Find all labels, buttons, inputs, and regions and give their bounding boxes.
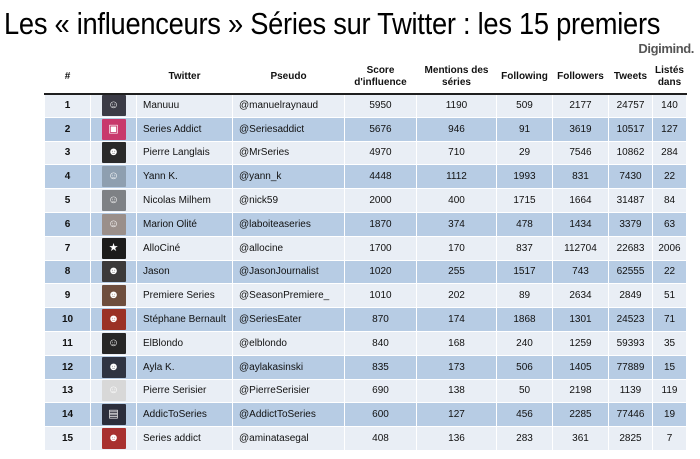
followers-cell: 1434 xyxy=(553,212,609,236)
following-cell: 1517 xyxy=(497,260,553,284)
avatar-cell xyxy=(91,260,137,284)
pseudo-cell: @PierreSerisier xyxy=(233,379,345,403)
twitter-name-cell: Pierre Serisier xyxy=(137,379,233,403)
col-header-tweets: Tweets xyxy=(609,61,653,94)
listed-cell: 71 xyxy=(653,308,687,332)
followers-cell: 2177 xyxy=(553,94,609,118)
table-row xyxy=(45,355,687,379)
avatar xyxy=(102,142,126,163)
score-cell: 5950 xyxy=(345,94,417,118)
col-header-mentions-line2: séries xyxy=(442,76,471,88)
rank-cell: 6 xyxy=(45,212,91,236)
mentions-cell: 1112 xyxy=(417,165,497,189)
twitter-name-cell: Pierre Langlais xyxy=(137,141,233,165)
followers-cell: 1405 xyxy=(553,355,609,379)
avatar-cell xyxy=(91,379,137,403)
pseudo-cell: @MrSeries xyxy=(233,141,345,165)
rank-cell: 7 xyxy=(45,236,91,260)
twitter-name-cell: Jason xyxy=(137,260,233,284)
tweets-cell: 7430 xyxy=(609,165,653,189)
avatar-cell xyxy=(91,94,137,118)
person-icon: ☻ xyxy=(107,265,120,278)
following-cell: 240 xyxy=(497,331,553,355)
table-row xyxy=(45,308,687,332)
pseudo-cell: @aminatasegal xyxy=(233,427,345,451)
pseudo-cell: @manuelraynaud xyxy=(233,94,345,118)
score-cell: 840 xyxy=(345,331,417,355)
score-cell: 408 xyxy=(345,427,417,451)
score-cell: 1020 xyxy=(345,260,417,284)
influencers-table xyxy=(44,60,687,451)
avatar-cell xyxy=(91,236,137,260)
tweets-cell: 22683 xyxy=(609,236,653,260)
avatar-cell xyxy=(91,308,137,332)
pseudo-cell: @elblondo xyxy=(233,331,345,355)
twitter-name-cell: Premiere Series xyxy=(137,284,233,308)
col-header-rank: # xyxy=(45,61,91,94)
table-row xyxy=(45,379,687,403)
listed-cell: 127 xyxy=(653,117,687,141)
following-cell: 837 xyxy=(497,236,553,260)
following-cell: 1868 xyxy=(497,308,553,332)
col-header-mentions xyxy=(417,61,497,94)
twitter-name-cell: Marion Olité xyxy=(137,212,233,236)
group-photo-icon: ☻ xyxy=(107,432,120,445)
person-icon: ☺ xyxy=(107,194,120,207)
twitter-name-cell: Series addict xyxy=(137,427,233,451)
person-icon: ☺ xyxy=(107,217,120,230)
score-cell: 835 xyxy=(345,355,417,379)
avatar-cell xyxy=(91,427,137,451)
col-header-score-line2: d'influence xyxy=(354,76,407,88)
rank-cell: 13 xyxy=(45,379,91,403)
score-cell: 1870 xyxy=(345,212,417,236)
followers-cell: 112704 xyxy=(553,236,609,260)
twitter-name-cell: Nicolas Milhem xyxy=(137,189,233,213)
rank-cell: 2 xyxy=(45,117,91,141)
rank-cell: 14 xyxy=(45,403,91,427)
following-cell: 29 xyxy=(497,141,553,165)
followers-cell: 7546 xyxy=(553,141,609,165)
following-cell: 509 xyxy=(497,94,553,118)
avatar-cell xyxy=(91,284,137,308)
twitter-name-cell: Manuuu xyxy=(137,94,233,118)
table-row xyxy=(45,94,687,118)
mentions-cell: 138 xyxy=(417,379,497,403)
avatar xyxy=(102,119,126,140)
page-title: Les « influenceurs » Séries sur Twitter : les 15 premiers xyxy=(4,6,661,41)
score-cell: 600 xyxy=(345,403,417,427)
mentions-cell: 174 xyxy=(417,308,497,332)
avatar xyxy=(102,95,126,116)
avatar-cell xyxy=(91,189,137,213)
rank-cell: 9 xyxy=(45,284,91,308)
twitter-name-cell: Stéphane Bernault xyxy=(137,308,233,332)
tweets-cell: 2849 xyxy=(609,284,653,308)
col-header-followers: Followers xyxy=(553,61,609,94)
person-icon: ☺ xyxy=(107,384,120,397)
twitter-name-cell: AlloCiné xyxy=(137,236,233,260)
listed-cell: 119 xyxy=(653,379,687,403)
col-header-score xyxy=(345,61,417,94)
score-cell: 690 xyxy=(345,379,417,403)
tweets-cell: 62555 xyxy=(609,260,653,284)
avatar-cell xyxy=(91,141,137,165)
followers-cell: 1259 xyxy=(553,331,609,355)
pseudo-cell: @SeriesEater xyxy=(233,308,345,332)
table-row xyxy=(45,284,687,308)
person-icon: ☺ xyxy=(107,336,120,349)
table-row xyxy=(45,260,687,284)
col-header-listed xyxy=(653,61,687,94)
twitter-name-cell: Series Addict xyxy=(137,117,233,141)
score-cell: 4448 xyxy=(345,165,417,189)
rank-cell: 15 xyxy=(45,427,91,451)
mentions-cell: 127 xyxy=(417,403,497,427)
listed-cell: 140 xyxy=(653,94,687,118)
col-header-listed-line2: dans xyxy=(657,76,682,88)
pseudo-cell: @JasonJournalist xyxy=(233,260,345,284)
pseudo-cell: @Seriesaddict xyxy=(233,117,345,141)
listed-cell: 284 xyxy=(653,141,687,165)
score-cell: 2000 xyxy=(345,189,417,213)
col-header-mentions-line1: Mentions des xyxy=(424,64,489,76)
twitter-name-cell: Yann K. xyxy=(137,165,233,189)
group-photo-icon: ☻ xyxy=(107,289,120,302)
allocine-logo-icon: ★ xyxy=(108,241,119,254)
followers-cell: 2634 xyxy=(553,284,609,308)
digimind-logo: Digimind. xyxy=(638,41,694,56)
pseudo-cell: @aylakasinski xyxy=(233,355,345,379)
followers-cell: 1301 xyxy=(553,308,609,332)
followers-cell: 2285 xyxy=(553,403,609,427)
listed-cell: 63 xyxy=(653,212,687,236)
avatar xyxy=(102,357,126,378)
rank-cell: 5 xyxy=(45,189,91,213)
person-icon: ☻ xyxy=(107,313,120,326)
score-cell: 1700 xyxy=(345,236,417,260)
table-row xyxy=(45,141,687,165)
following-cell: 283 xyxy=(497,427,553,451)
table-row xyxy=(45,117,687,141)
rank-cell: 12 xyxy=(45,355,91,379)
score-cell: 4970 xyxy=(345,141,417,165)
tweets-cell: 77889 xyxy=(609,355,653,379)
mentions-cell: 946 xyxy=(417,117,497,141)
person-icon: ☺ xyxy=(107,99,120,112)
avatar xyxy=(102,404,126,425)
avatar xyxy=(102,380,126,401)
pseudo-cell: @allocine xyxy=(233,236,345,260)
tweets-cell: 3379 xyxy=(609,212,653,236)
listed-cell: 2006 xyxy=(653,236,687,260)
followers-cell: 2198 xyxy=(553,379,609,403)
mentions-cell: 374 xyxy=(417,212,497,236)
tweets-cell: 77446 xyxy=(609,403,653,427)
table-row xyxy=(45,331,687,355)
avatar-cell xyxy=(91,331,137,355)
followers-cell: 3619 xyxy=(553,117,609,141)
tweets-cell: 1139 xyxy=(609,379,653,403)
table-header-row xyxy=(45,61,687,94)
avatar-cell xyxy=(91,355,137,379)
tweets-cell: 10862 xyxy=(609,141,653,165)
avatar-cell xyxy=(91,403,137,427)
followers-cell: 743 xyxy=(553,260,609,284)
followers-cell: 1664 xyxy=(553,189,609,213)
col-header-following: Following xyxy=(497,61,553,94)
following-cell: 50 xyxy=(497,379,553,403)
table-row xyxy=(45,165,687,189)
tweets-cell: 2825 xyxy=(609,427,653,451)
mentions-cell: 168 xyxy=(417,331,497,355)
mentions-cell: 710 xyxy=(417,141,497,165)
following-cell: 91 xyxy=(497,117,553,141)
following-cell: 1993 xyxy=(497,165,553,189)
mentions-cell: 1190 xyxy=(417,94,497,118)
mentions-cell: 400 xyxy=(417,189,497,213)
rank-cell: 4 xyxy=(45,165,91,189)
following-cell: 506 xyxy=(497,355,553,379)
table-row xyxy=(45,236,687,260)
mentions-cell: 170 xyxy=(417,236,497,260)
avatar-cell xyxy=(91,165,137,189)
rank-cell: 10 xyxy=(45,308,91,332)
pseudo-cell: @yann_k xyxy=(233,165,345,189)
rank-cell: 3 xyxy=(45,141,91,165)
col-header-listed-line1: Listés xyxy=(655,64,684,76)
col-header-score-line1: Score xyxy=(366,64,395,76)
tv-logo-icon: ▣ xyxy=(108,122,119,135)
avatar xyxy=(102,166,126,187)
pseudo-cell: @AddictToSeries xyxy=(233,403,345,427)
col-header-twitter: Twitter xyxy=(137,61,233,94)
tweets-cell: 59393 xyxy=(609,331,653,355)
avatar xyxy=(102,190,126,211)
listed-cell: 7 xyxy=(653,427,687,451)
table-row xyxy=(45,212,687,236)
avatar xyxy=(102,428,126,449)
avatar xyxy=(102,309,126,330)
avatar xyxy=(102,285,126,306)
score-cell: 5676 xyxy=(345,117,417,141)
score-cell: 1010 xyxy=(345,284,417,308)
mentions-cell: 202 xyxy=(417,284,497,308)
tweets-cell: 24757 xyxy=(609,94,653,118)
addictoseries-logo-icon: ▤ xyxy=(108,408,119,421)
pseudo-cell: @nick59 xyxy=(233,189,345,213)
listed-cell: 22 xyxy=(653,165,687,189)
avatar-cell xyxy=(91,212,137,236)
tweets-cell: 10517 xyxy=(609,117,653,141)
twitter-name-cell: Ayla K. xyxy=(137,355,233,379)
score-cell: 870 xyxy=(345,308,417,332)
table-row xyxy=(45,427,687,451)
following-cell: 1715 xyxy=(497,189,553,213)
mentions-cell: 136 xyxy=(417,427,497,451)
avatar-cell xyxy=(91,117,137,141)
following-cell: 478 xyxy=(497,212,553,236)
listed-cell: 84 xyxy=(653,189,687,213)
listed-cell: 22 xyxy=(653,260,687,284)
avatar xyxy=(102,214,126,235)
twitter-name-cell: ElBlondo xyxy=(137,331,233,355)
listed-cell: 51 xyxy=(653,284,687,308)
person-icon: ☺ xyxy=(107,170,120,183)
listed-cell: 35 xyxy=(653,331,687,355)
twitter-name-cell: AddicToSeries xyxy=(137,403,233,427)
listed-cell: 15 xyxy=(653,355,687,379)
avatar xyxy=(102,261,126,282)
col-header-pseudo: Pseudo xyxy=(233,61,345,94)
following-cell: 456 xyxy=(497,403,553,427)
table-row xyxy=(45,189,687,213)
mentions-cell: 173 xyxy=(417,355,497,379)
rank-cell: 1 xyxy=(45,94,91,118)
avatar xyxy=(102,238,126,259)
rank-cell: 8 xyxy=(45,260,91,284)
mentions-cell: 255 xyxy=(417,260,497,284)
tweets-cell: 24523 xyxy=(609,308,653,332)
col-header-avatar xyxy=(91,61,137,94)
avatar xyxy=(102,333,126,354)
pseudo-cell: @laboiteaseries xyxy=(233,212,345,236)
table-row xyxy=(45,403,687,427)
followers-cell: 831 xyxy=(553,165,609,189)
person-icon: ☻ xyxy=(107,146,120,159)
tweets-cell: 31487 xyxy=(609,189,653,213)
followers-cell: 361 xyxy=(553,427,609,451)
person-icon: ☻ xyxy=(107,360,120,373)
listed-cell: 19 xyxy=(653,403,687,427)
pseudo-cell: @SeasonPremiere_ xyxy=(233,284,345,308)
following-cell: 89 xyxy=(497,284,553,308)
rank-cell: 11 xyxy=(45,331,91,355)
